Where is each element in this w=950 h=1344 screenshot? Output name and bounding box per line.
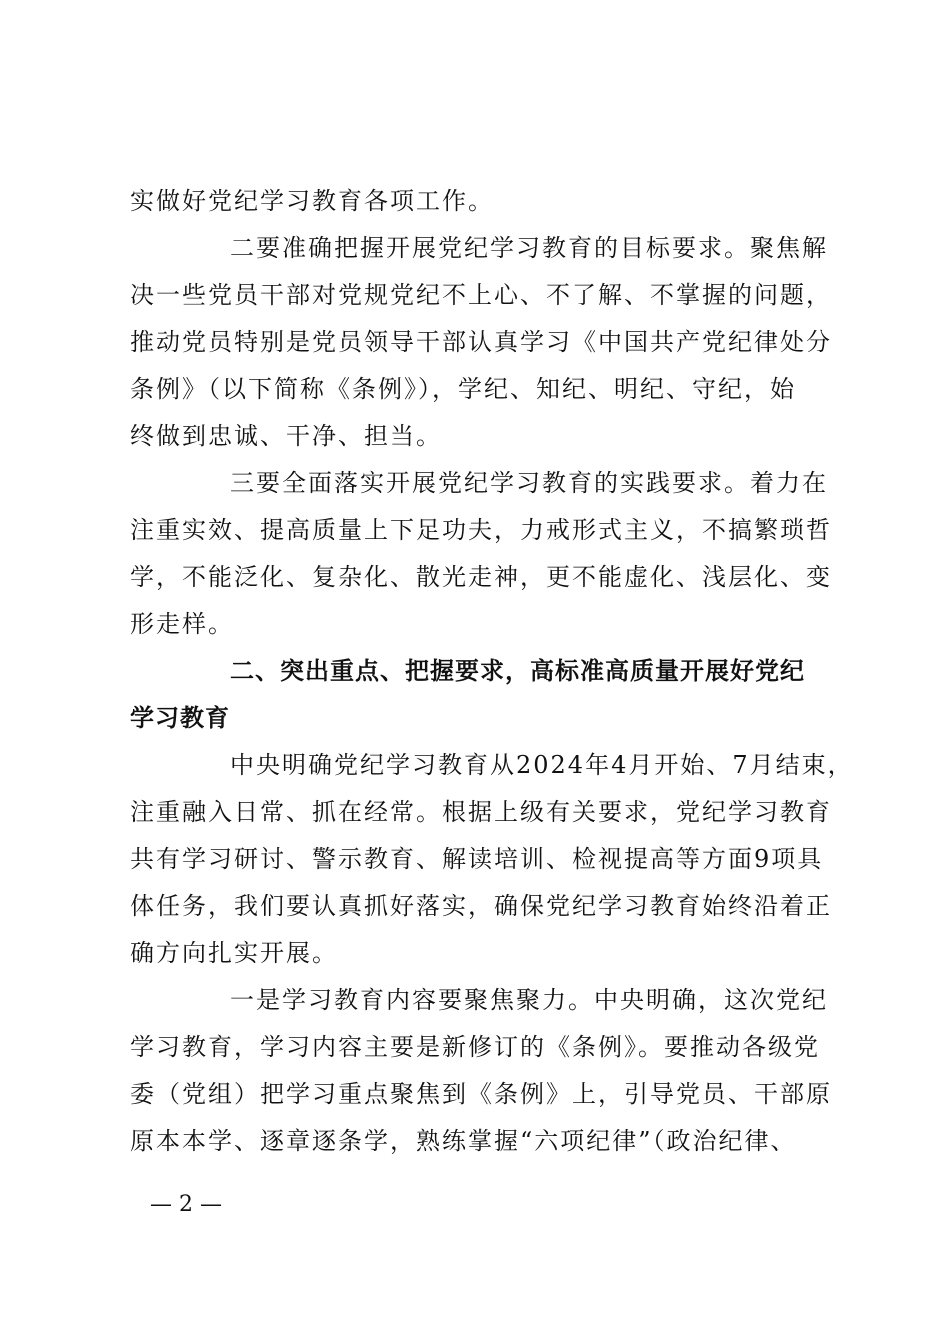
section-heading: 学习教育 [130,704,230,732]
text-line: 决一些党员干部对党规党纪不上心、不了解、不掌握的问题， [130,281,832,309]
text-line: 委（党组）把学习重点聚焦到《条例》上，引导党员、干部原 [130,1080,832,1108]
text-line: 条例》（以下简称《条例》），学纪、知纪、明纪、守纪，始 [130,375,796,403]
section-heading: 二、突出重点、把握要求，高标准高质量开展好党纪 [230,657,805,685]
text-line: 注重融入日常、抓在经常。根据上级有关要求，党纪学习教育 [130,798,832,826]
text-line: 中央明确党纪学习教育从2024年4月开始、7月结束， [230,751,854,779]
text-line: 共有学习研讨、警示教育、解读培训、检视提高等方面9项具 [130,845,824,873]
text-line: 三要全面落实开展党纪学习教育的实践要求。着力在 [230,469,828,497]
text-line: 注重实效、提高质量上下足功夫，力戒形式主义，不搞繁琐哲 [130,516,832,544]
text-line: 原本本学、逐章逐条学，熟练掌握“六项纪律”（政治纪律、 [130,1127,797,1155]
text-line: 推动党员特别是党员领导干部认真学习《中国共产党纪律处分 [130,328,832,356]
text-line: 学，不能泛化、复杂化、散光走神，更不能虚化、浅层化、变 [130,563,832,591]
text-line: 一是学习教育内容要聚焦聚力。中央明确，这次党纪 [230,986,828,1014]
text-line: 学习教育，学习内容主要是新修订的《条例》。要推动各级党 [130,1033,820,1061]
page-number: — 2 — [150,1192,222,1217]
text-line: 二要准确把握开展党纪学习教育的目标要求。聚焦解 [230,234,828,262]
text-line: 确方向扎实开展。 [130,939,338,967]
text-line: 实做好党纪学习教育各项工作。 [130,187,494,215]
body-text [130,178,854,1165]
text-line: 终做到忠诚、干净、担当。 [130,422,442,450]
text-line: 形走样。 [130,610,234,638]
text-line: 体任务，我们要认真抓好落实，确保党纪学习教育始终沿着正 [130,892,832,920]
